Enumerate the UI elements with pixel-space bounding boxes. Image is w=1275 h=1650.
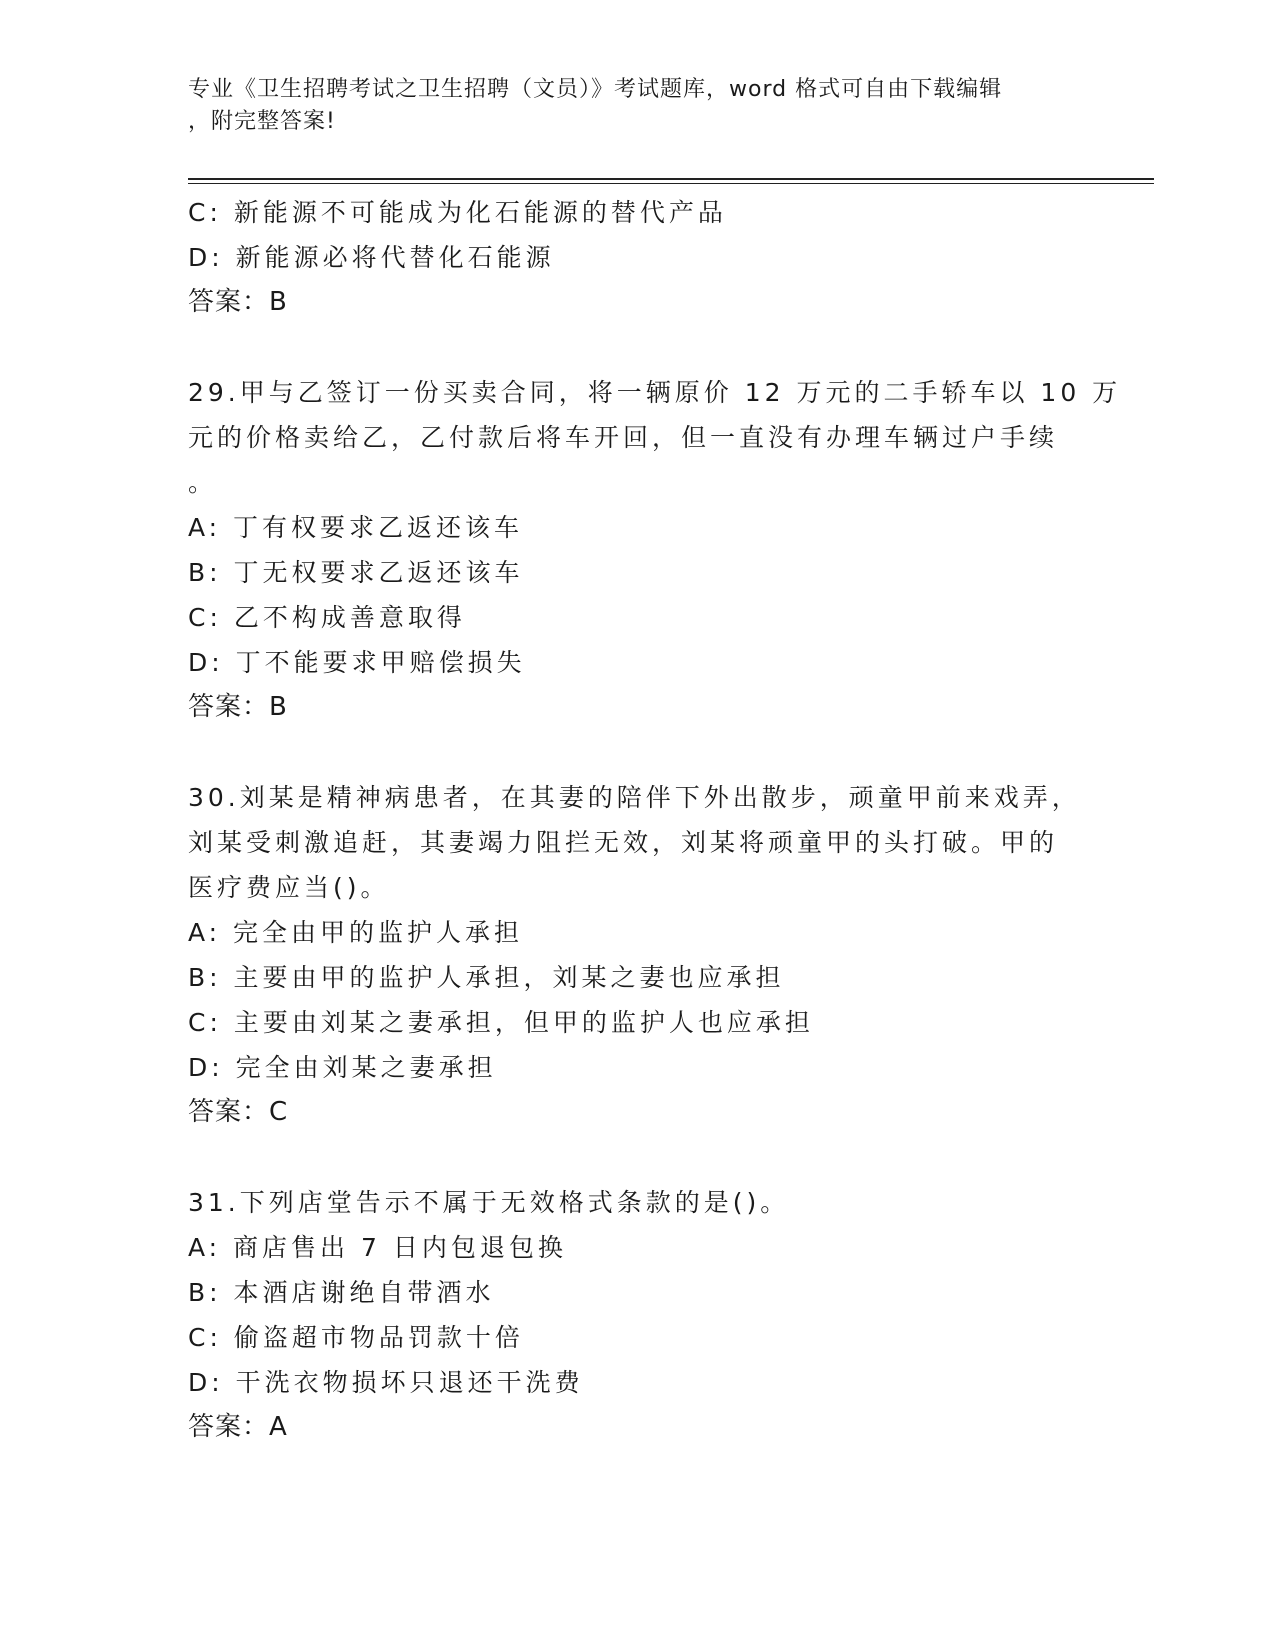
answer-label: 答案：C xyxy=(188,1097,289,1127)
question-stem-line: 。 xyxy=(188,468,218,497)
question-stem-line: 刘某受刺激追赶，其妻竭力阻拦无效，刘某将顽童甲的头打破。甲的 xyxy=(188,828,1059,857)
answer-label: 答案：A xyxy=(188,1412,288,1442)
option-c: C: 主要由刘某之妻承担，但甲的监护人也应承担 xyxy=(188,1008,814,1037)
option-d: D: 干洗衣物损坏只退还干洗费 xyxy=(188,1368,584,1397)
question-stem-line: 医疗费应当()。 xyxy=(188,873,390,902)
answer-label: 答案：B xyxy=(188,287,288,317)
option-a: A: 商店售出 7 日内包退包换 xyxy=(188,1233,567,1262)
option-b: B: 本酒店谢绝自带酒水 xyxy=(188,1278,495,1307)
question-list xyxy=(188,190,1122,1450)
option-c: C: 乙不构成善意取得 xyxy=(188,603,466,632)
option-c: C: 新能源不可能成为化石能源的替代产品 xyxy=(188,198,727,227)
header-divider-thick xyxy=(188,178,1154,180)
spacer xyxy=(188,730,1088,775)
answer-label: 答案：B xyxy=(188,692,288,722)
option-d: D: 丁不能要求甲赔偿损失 xyxy=(188,648,526,677)
spacer xyxy=(188,1135,1088,1180)
question-stem-line: 30.刘某是精神病患者，在其妻的陪伴下外出散步，顽童甲前来戏弄， xyxy=(188,783,1081,812)
header-line-1: 专业《卫生招聘考试之卫生招聘（文员）》考试题库，word 格式可自由下载编辑 xyxy=(188,77,1003,102)
question-28-tail xyxy=(188,190,1088,325)
question-stem-line: 元的价格卖给乙，乙付款后将车开回，但一直没有办理车辆过户手续 xyxy=(188,423,1059,452)
option-b: B: 丁无权要求乙返还该车 xyxy=(188,558,524,587)
option-b: B: 主要由甲的监护人承担，刘某之妻也应承担 xyxy=(188,963,785,992)
header-divider-thin xyxy=(188,183,1154,184)
document-header xyxy=(188,74,1088,138)
spacer xyxy=(188,325,1088,370)
option-c: C: 偷盗超市物品罚款十倍 xyxy=(188,1323,524,1352)
question-31 xyxy=(188,1180,1088,1450)
header-line-2: ，附完整答案! xyxy=(188,109,336,134)
question-stem-line: 29.甲与乙签订一份买卖合同，将一辆原价 12 万元的二手轿车以 10 万 xyxy=(188,378,1122,407)
question-29 xyxy=(188,370,1122,730)
option-d: D: 完全由刘某之妻承担 xyxy=(188,1053,497,1082)
question-30 xyxy=(188,775,1088,1135)
option-a: A: 完全由甲的监护人承担 xyxy=(188,918,524,947)
question-stem-line: 31.下列店堂告示不属于无效格式条款的是()。 xyxy=(188,1188,790,1217)
option-a: A: 丁有权要求乙返还该车 xyxy=(188,513,524,542)
option-d: D: 新能源必将代替化石能源 xyxy=(188,243,555,272)
